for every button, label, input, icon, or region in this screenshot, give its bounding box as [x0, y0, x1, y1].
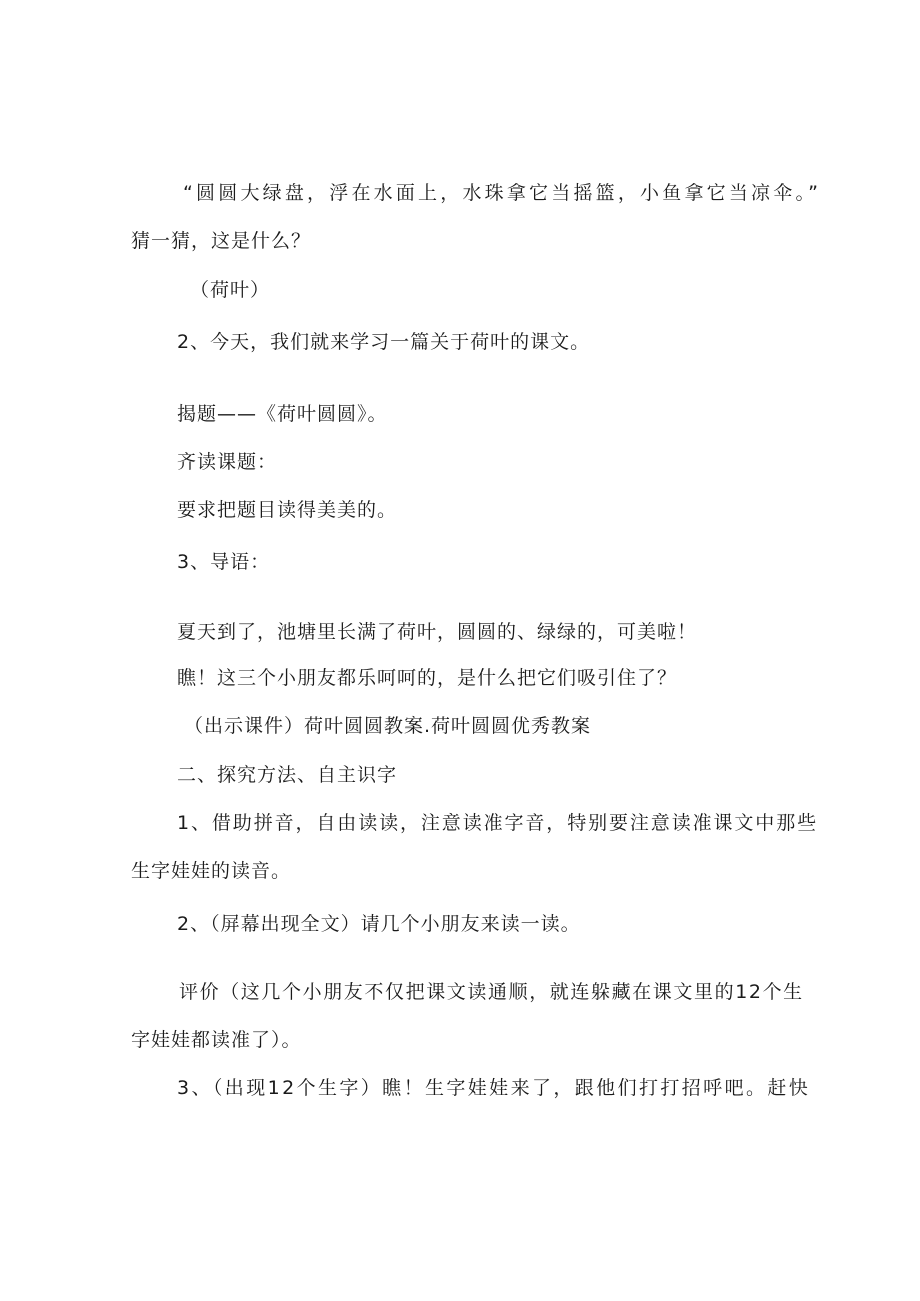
- paragraph-read-requirement: 要求把题目读得美美的。: [177, 499, 398, 521]
- paragraph-reveal-title: 揭题——《荷叶圆圆》。: [177, 403, 388, 425]
- paragraph-show-courseware: （出示课件）荷叶圆圆教案.荷叶圆圆优秀教案: [184, 715, 592, 737]
- paragraph-step-2-full-text: 2、（屏幕出现全文）请几个小朋友来读一读。: [177, 913, 581, 935]
- paragraph-riddle: “圆圆大绿盘，浮在水面上，水珠拿它当摇篮，小鱼拿它当凉伞。”: [183, 182, 822, 204]
- paragraph-read-title: 齐读课题：: [177, 451, 278, 473]
- paragraph-evaluation: 评价（这几个小朋友不仅把课文读通顺，就连躲藏在课文里的12个生: [179, 981, 804, 1003]
- paragraph-step-2-intro: 2、今天，我们就来学习一篇关于荷叶的课文。: [177, 331, 591, 353]
- paragraph-children-question: 瞧！这三个小朋友都乐呵呵的，是什么把它们吸引住了？: [177, 667, 678, 689]
- paragraph-summer-intro: 夏天到了，池塘里长满了荷叶，圆圆的、绿绿的，可美啦！: [177, 621, 698, 643]
- paragraph-evaluation-continuation: 字娃娃都读准了）。: [131, 1029, 302, 1051]
- paragraph-step-1-pinyin: 1、借助拼音，自由读读，注意读准字音，特别要注意读准课文中那些: [177, 812, 818, 834]
- paragraph-riddle-question: 猜一猜，这是什么？: [131, 230, 312, 252]
- paragraph-step-3-characters: 3、（出现12个生字）瞧！生字娃娃来了，跟他们打打招呼吧。赶快: [177, 1077, 811, 1099]
- paragraph-step-1-continuation: 生字娃娃的读音。: [131, 860, 292, 882]
- paragraph-answer: （荷叶）: [190, 279, 271, 301]
- section-heading-2: 二、探究方法、自主识字: [177, 764, 398, 786]
- paragraph-step-3-heading: 3、导语：: [177, 551, 271, 573]
